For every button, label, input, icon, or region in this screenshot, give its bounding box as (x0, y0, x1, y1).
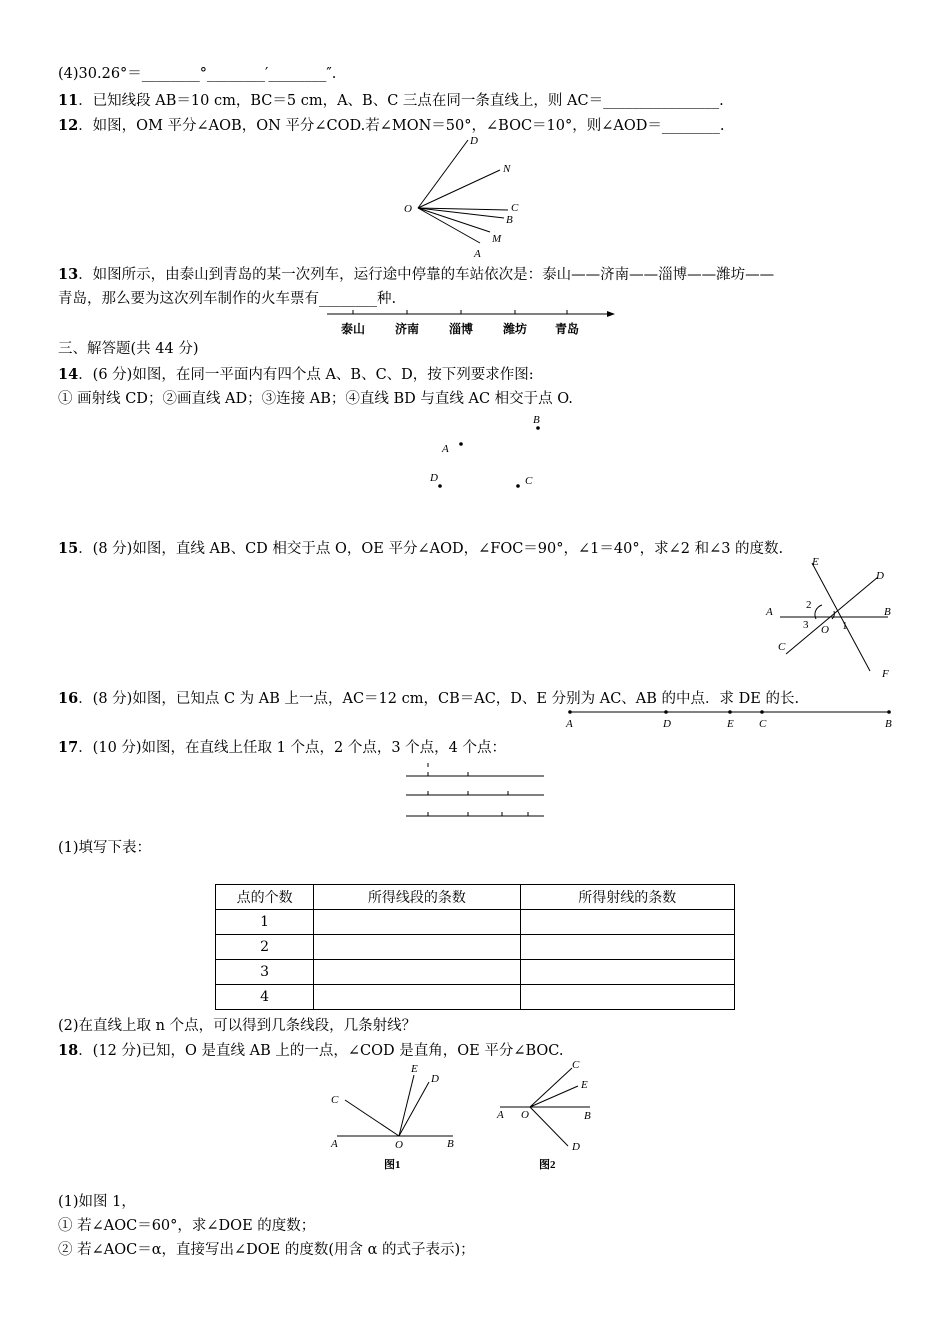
question-text: ．(10 分)如图，在直线上任取 1 个点，2 个点，3 个点，4 个点： (78, 740, 507, 756)
question-15 (58, 539, 783, 559)
question-text-line1: ．(6 分)如图，在同一平面内有四个点 A、B、C、D，按下列要求作图: (78, 367, 534, 383)
label-c: C (572, 1059, 580, 1071)
question-number: 18 (58, 1042, 79, 1059)
q16-segment-figure (560, 704, 900, 734)
question-17-part2: (2)在直线上取 n 个点，可以得到几条线段，几条射线？ (58, 1018, 417, 1034)
question-18-sub1: ① 若∠AOC＝60°，求∠DOE 的度数； (58, 1218, 316, 1234)
q17-answer-table (215, 884, 735, 1010)
label-b: B (506, 214, 513, 226)
question-text-line1: ．如图所示，由泰山到青岛的某一次列车，运行途中停靠的车站依次是：泰山——济南——淄博——潍坊—— (78, 267, 775, 283)
label-c: C (778, 641, 786, 653)
table-cell[interactable] (520, 960, 734, 985)
label-a: A (331, 1138, 338, 1150)
table-cell[interactable] (314, 960, 520, 985)
label-c: C (331, 1094, 339, 1106)
label-b: B (533, 414, 540, 426)
table-row (216, 985, 735, 1010)
q18-figure-1 (325, 1060, 465, 1175)
label-b: B (447, 1138, 454, 1150)
label-a: A (766, 606, 773, 618)
table-cell[interactable] (314, 935, 520, 960)
label-e: E (581, 1079, 588, 1091)
table-row (216, 910, 735, 935)
table-cell[interactable] (520, 910, 734, 935)
table-cell[interactable] (520, 935, 734, 960)
table-cell: 1 (216, 910, 314, 935)
station-zibo: 淄博 (449, 322, 474, 336)
label-a: A (566, 718, 573, 730)
label-d: D (470, 135, 478, 147)
table-header-row (216, 885, 735, 910)
station-weifang: 潍坊 (503, 322, 528, 336)
question-number: 17 (58, 739, 79, 756)
label-a: A (442, 443, 449, 455)
label-b: B (584, 1110, 591, 1122)
q18-figure-2 (490, 1056, 620, 1174)
question-17-part1: (1)填写下表： (58, 840, 152, 856)
label-o: O (404, 203, 412, 215)
question-number: 14 (58, 366, 79, 383)
question-text: ．已知线段 AB＝10 cm，BC＝5 cm，A、B、C 三点在同一条直线上，则 AC＝________________. (78, 93, 724, 109)
table-row (216, 935, 735, 960)
table-header: 所得线段的条数 (314, 885, 520, 910)
station-qingdao: 青岛 (555, 322, 580, 336)
question-13-line2: 青岛，那么要为这次列车制作的火车票有________种. (58, 291, 397, 307)
label-o: O (395, 1139, 403, 1151)
table-cell: 3 (216, 960, 314, 985)
table-cell[interactable] (314, 985, 520, 1010)
table-cell: 4 (216, 985, 314, 1010)
question-text: ．如图，OM 平分∠AOB，ON 平分∠COD.若∠MON＝50°，∠BOC＝10°，则∠AOD＝________. (78, 118, 725, 134)
table-header: 点的个数 (216, 885, 314, 910)
label-a: A (474, 248, 481, 260)
table-row (216, 960, 735, 985)
table-cell[interactable] (520, 985, 734, 1010)
label-o: O (821, 624, 829, 636)
question-12 (58, 116, 725, 136)
q14-points-figure (425, 410, 555, 495)
label-c: C (511, 202, 519, 214)
question-number: 13 (58, 266, 79, 283)
q15-intersecting-lines (760, 553, 900, 683)
label-m: M (492, 233, 502, 245)
q10-part4: (4)30.26°＝________°________′________″. (58, 66, 337, 82)
question-18-sub2: ② 若∠AOC＝α，直接写出∠DOE 的度数(用含 α 的式子表示)； (58, 1242, 475, 1258)
label-n: N (503, 163, 511, 175)
table-cell[interactable] (314, 910, 520, 935)
table-header: 所得射线的条数 (520, 885, 734, 910)
label-d: D (431, 1073, 439, 1085)
question-13 (58, 265, 774, 285)
question-text: ．(8 分)如图，已知点 C 为 AB 上一点，AC＝12 cm，CB＝AC，D、E 分别为 AC、AB 的中点．求 DE 的长. (78, 691, 800, 707)
label-c: C (525, 475, 533, 487)
label-f: F (882, 668, 889, 680)
label-e: E (727, 718, 734, 730)
label-d: D (663, 718, 671, 730)
question-17 (58, 738, 506, 758)
question-number: 12 (58, 117, 79, 134)
question-text: ．(8 分)如图，直线 AB、CD 相交于点 O，OE 平分∠AOD，∠FOC＝90°，∠1＝40°，求∠2 和∠3 的度数. (78, 541, 784, 557)
question-number: 11 (58, 92, 79, 109)
label-b: B (885, 718, 892, 730)
table-cell: 2 (216, 935, 314, 960)
question-14 (58, 365, 534, 385)
figure-caption: 图1 (384, 1159, 401, 1171)
angle-3: 3 (803, 619, 809, 631)
question-text: ．(12 分)已知，O 是直线 AB 上的一点，∠COD 是直角，OE 平分∠BOC. (78, 1043, 564, 1059)
question-14-line2: ① 画射线 CD；②画直线 AD；③连接 AB；④直线 BD 与直线 AC 相交于点 O. (58, 391, 573, 407)
label-e: E (411, 1063, 418, 1075)
angle-2: 2 (806, 599, 812, 611)
label-d: D (572, 1141, 580, 1153)
label-c: C (759, 718, 767, 730)
label-a: A (497, 1109, 504, 1121)
label-d: D (876, 570, 884, 582)
angle-1: 1 (842, 620, 848, 632)
q13-railway-line (325, 304, 620, 340)
question-11 (58, 91, 724, 111)
section-heading: 三、解答题(共 44 分) (58, 341, 199, 357)
station-jinan: 济南 (395, 322, 420, 336)
q12-angle-figure (398, 130, 538, 262)
label-o: O (521, 1109, 529, 1121)
station-taishan: 泰山 (341, 322, 366, 336)
question-18-part1: (1)如图 1， (58, 1194, 136, 1210)
label-b: B (884, 606, 891, 618)
question-number: 16 (58, 690, 79, 707)
label-d: D (430, 472, 438, 484)
q17-lines-with-points (404, 758, 546, 820)
label-e: E (812, 556, 819, 568)
question-18 (58, 1041, 564, 1061)
question-number: 15 (58, 540, 79, 557)
figure-caption: 图2 (539, 1159, 556, 1171)
